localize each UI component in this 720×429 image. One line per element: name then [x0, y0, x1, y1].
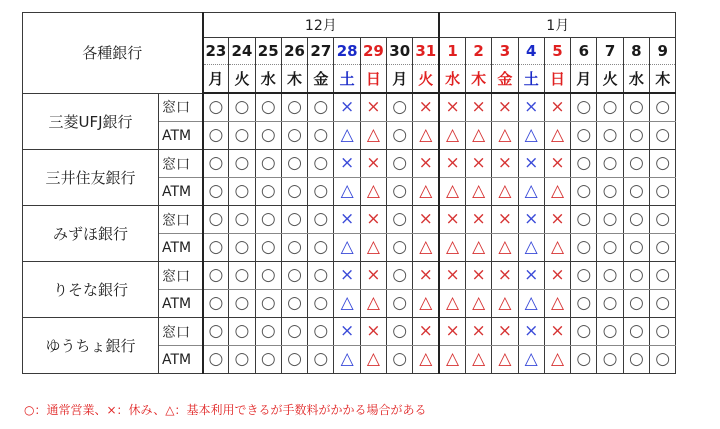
weekday-label: 木: [650, 65, 676, 94]
date-label: 28: [334, 38, 360, 65]
status-cell: △: [465, 122, 491, 150]
status-cell: ×: [492, 262, 518, 290]
status-cell: ○: [308, 93, 334, 122]
status-cell: △: [544, 234, 570, 262]
status-cell: △: [360, 290, 386, 318]
status-cell: ○: [255, 290, 281, 318]
status-cell: ○: [229, 122, 255, 150]
status-cell: ×: [413, 318, 439, 346]
status-cell: ○: [571, 206, 597, 234]
status-cell: ○: [387, 206, 413, 234]
status-cell: ○: [571, 93, 597, 122]
bank-service-row: [23, 93, 676, 122]
status-cell: ○: [597, 93, 623, 122]
weekday-label: 月: [203, 65, 229, 94]
status-cell: ○: [229, 346, 255, 374]
status-cell: ×: [334, 150, 360, 178]
status-cell: ○: [281, 178, 307, 206]
status-cell: ×: [465, 206, 491, 234]
status-cell: ○: [281, 93, 307, 122]
status-cell: ○: [650, 318, 676, 346]
service-label: ATM: [159, 290, 203, 318]
status-cell: ○: [597, 262, 623, 290]
status-cell: ○: [387, 178, 413, 206]
status-cell: ○: [308, 346, 334, 374]
status-cell: ○: [597, 346, 623, 374]
status-cell: ○: [203, 206, 229, 234]
status-cell: △: [465, 178, 491, 206]
date-label: 6: [571, 38, 597, 65]
weekday-label: 火: [413, 65, 439, 94]
status-cell: △: [518, 346, 544, 374]
weekday-label: 水: [255, 65, 281, 94]
service-label: ATM: [159, 122, 203, 150]
bank-name: ゆうちょ銀行: [23, 318, 159, 374]
status-cell: ○: [387, 93, 413, 122]
status-cell: ○: [650, 290, 676, 318]
status-cell: ×: [413, 262, 439, 290]
status-cell: ○: [229, 262, 255, 290]
status-cell: ×: [492, 150, 518, 178]
bank-service-row: [23, 206, 676, 234]
month-header-row: [23, 13, 676, 38]
weekday-label: 日: [360, 65, 386, 94]
status-cell: ○: [597, 150, 623, 178]
status-cell: ×: [334, 262, 360, 290]
status-cell: ×: [439, 262, 465, 290]
status-cell: ○: [203, 150, 229, 178]
weekday-label: 土: [518, 65, 544, 94]
status-cell: △: [518, 290, 544, 318]
date-label: 9: [650, 38, 676, 65]
status-cell: ○: [650, 150, 676, 178]
status-cell: ×: [465, 318, 491, 346]
status-cell: △: [544, 346, 570, 374]
status-cell: ○: [650, 178, 676, 206]
service-label: 窓口: [159, 318, 203, 346]
status-cell: ○: [203, 93, 229, 122]
bank-service-row: [23, 150, 676, 178]
weekday-label: 金: [308, 65, 334, 94]
status-cell: ○: [650, 234, 676, 262]
status-cell: ○: [571, 150, 597, 178]
status-cell: ○: [571, 290, 597, 318]
status-cell: ○: [281, 234, 307, 262]
service-label: 窓口: [159, 206, 203, 234]
status-cell: ○: [650, 206, 676, 234]
status-cell: ×: [518, 206, 544, 234]
weekday-label: 火: [597, 65, 623, 94]
status-cell: ○: [255, 93, 281, 122]
status-cell: △: [334, 178, 360, 206]
status-cell: ○: [387, 262, 413, 290]
status-cell: ×: [492, 318, 518, 346]
status-cell: △: [334, 122, 360, 150]
status-cell: ×: [518, 318, 544, 346]
status-cell: △: [413, 290, 439, 318]
status-cell: ×: [334, 206, 360, 234]
status-cell: △: [360, 122, 386, 150]
bank-name: みずほ銀行: [23, 206, 159, 262]
service-label: ATM: [159, 346, 203, 374]
service-label: 窓口: [159, 93, 203, 122]
status-cell: ○: [255, 262, 281, 290]
status-cell: ○: [623, 234, 649, 262]
status-cell: ×: [544, 318, 570, 346]
status-cell: ○: [650, 346, 676, 374]
status-cell: ×: [360, 262, 386, 290]
status-cell: ×: [413, 93, 439, 122]
status-cell: ×: [544, 150, 570, 178]
status-cell: △: [492, 122, 518, 150]
status-cell: ×: [334, 93, 360, 122]
date-label: 26: [281, 38, 307, 65]
status-cell: ○: [308, 290, 334, 318]
date-label: 1: [439, 38, 465, 65]
status-cell: ○: [597, 206, 623, 234]
status-cell: ○: [281, 318, 307, 346]
status-cell: ○: [571, 178, 597, 206]
status-cell: △: [413, 346, 439, 374]
status-cell: ×: [518, 93, 544, 122]
status-cell: ○: [623, 206, 649, 234]
status-cell: ○: [203, 122, 229, 150]
status-cell: △: [544, 122, 570, 150]
status-cell: △: [492, 290, 518, 318]
weekday-label: 水: [439, 65, 465, 94]
status-cell: △: [413, 234, 439, 262]
status-cell: ○: [203, 234, 229, 262]
status-cell: ○: [650, 262, 676, 290]
date-label: 30: [387, 38, 413, 65]
status-cell: ○: [308, 234, 334, 262]
status-cell: ×: [465, 93, 491, 122]
date-label: 29: [360, 38, 386, 65]
status-cell: ×: [544, 93, 570, 122]
date-label: 24: [229, 38, 255, 65]
service-label: 窓口: [159, 262, 203, 290]
status-cell: △: [518, 178, 544, 206]
status-cell: △: [413, 122, 439, 150]
status-cell: ○: [281, 206, 307, 234]
status-cell: ○: [623, 290, 649, 318]
status-cell: ×: [413, 150, 439, 178]
status-cell: ○: [229, 234, 255, 262]
status-cell: △: [465, 346, 491, 374]
date-label: 2: [465, 38, 491, 65]
status-cell: △: [492, 178, 518, 206]
date-label: 4: [518, 38, 544, 65]
status-cell: △: [544, 290, 570, 318]
legend-note: ○：通常営業、×：休み、△：基本利用できるが手数料がかかる場合がある: [24, 403, 427, 417]
status-cell: ○: [255, 346, 281, 374]
weekday-label: 金: [492, 65, 518, 94]
status-cell: ○: [623, 318, 649, 346]
status-cell: ○: [597, 290, 623, 318]
status-cell: ×: [360, 318, 386, 346]
status-cell: ○: [650, 122, 676, 150]
status-cell: ○: [203, 178, 229, 206]
status-cell: △: [465, 290, 491, 318]
weekday-label: 木: [281, 65, 307, 94]
status-cell: ○: [229, 318, 255, 346]
status-cell: ○: [387, 150, 413, 178]
status-cell: △: [492, 346, 518, 374]
status-cell: ○: [571, 234, 597, 262]
bank-service-row: [23, 262, 676, 290]
status-cell: ○: [281, 346, 307, 374]
status-cell: △: [360, 346, 386, 374]
status-cell: ○: [308, 178, 334, 206]
status-cell: ○: [623, 150, 649, 178]
status-cell: ○: [387, 290, 413, 318]
status-cell: ○: [281, 262, 307, 290]
status-cell: ○: [255, 150, 281, 178]
status-cell: ×: [544, 262, 570, 290]
status-cell: ×: [544, 206, 570, 234]
status-cell: △: [334, 234, 360, 262]
status-cell: △: [334, 346, 360, 374]
status-cell: ○: [255, 122, 281, 150]
status-cell: ×: [360, 150, 386, 178]
status-cell: ×: [413, 206, 439, 234]
status-cell: ○: [281, 290, 307, 318]
status-cell: △: [439, 122, 465, 150]
status-cell: ○: [229, 290, 255, 318]
date-label: 5: [544, 38, 570, 65]
status-cell: ○: [229, 93, 255, 122]
month-label: 12月: [203, 13, 440, 38]
status-cell: ○: [597, 318, 623, 346]
bank-name: りそな銀行: [23, 262, 159, 318]
status-cell: ×: [439, 93, 465, 122]
status-cell: ○: [623, 122, 649, 150]
status-cell: ○: [571, 346, 597, 374]
weekday-label: 土: [334, 65, 360, 94]
status-cell: ○: [255, 206, 281, 234]
status-cell: ×: [360, 206, 386, 234]
status-cell: ○: [229, 150, 255, 178]
status-cell: △: [360, 234, 386, 262]
status-cell: ○: [597, 178, 623, 206]
status-cell: ○: [571, 318, 597, 346]
date-label: 31: [413, 38, 439, 65]
status-cell: ○: [308, 206, 334, 234]
status-cell: ×: [465, 262, 491, 290]
status-cell: △: [518, 234, 544, 262]
status-cell: ×: [518, 262, 544, 290]
status-cell: ○: [571, 262, 597, 290]
status-cell: ×: [439, 318, 465, 346]
status-cell: ○: [203, 262, 229, 290]
status-cell: ○: [255, 318, 281, 346]
weekday-label: 日: [544, 65, 570, 94]
status-cell: ○: [623, 93, 649, 122]
weekday-label: 月: [571, 65, 597, 94]
date-label: 25: [255, 38, 281, 65]
status-cell: ○: [387, 346, 413, 374]
date-label: 27: [308, 38, 334, 65]
status-cell: ○: [308, 150, 334, 178]
status-cell: ○: [229, 178, 255, 206]
date-label: 7: [597, 38, 623, 65]
status-cell: ○: [255, 178, 281, 206]
status-cell: △: [439, 346, 465, 374]
month-label: 1月: [439, 13, 676, 38]
status-cell: △: [518, 122, 544, 150]
service-label: ATM: [159, 234, 203, 262]
weekday-label: 月: [387, 65, 413, 94]
date-label: 3: [492, 38, 518, 65]
weekday-label: 木: [465, 65, 491, 94]
status-cell: ○: [308, 262, 334, 290]
status-cell: ×: [334, 318, 360, 346]
status-cell: △: [465, 234, 491, 262]
date-label: 8: [623, 38, 649, 65]
date-label: 23: [203, 38, 229, 65]
status-cell: △: [360, 178, 386, 206]
status-cell: ×: [439, 206, 465, 234]
status-cell: ○: [571, 122, 597, 150]
status-cell: ○: [203, 318, 229, 346]
status-cell: ○: [387, 122, 413, 150]
service-label: ATM: [159, 178, 203, 206]
service-label: 窓口: [159, 150, 203, 178]
status-cell: △: [439, 234, 465, 262]
status-cell: △: [544, 178, 570, 206]
status-cell: △: [439, 290, 465, 318]
status-cell: ○: [623, 178, 649, 206]
bank-name: 三菱UFJ銀行: [23, 93, 159, 150]
status-cell: ○: [308, 122, 334, 150]
status-cell: ×: [465, 150, 491, 178]
weekday-label: 火: [229, 65, 255, 94]
status-cell: ○: [650, 93, 676, 122]
status-cell: ○: [387, 318, 413, 346]
status-cell: ○: [597, 122, 623, 150]
corner-label: 各種銀行: [23, 13, 203, 94]
status-cell: ×: [492, 206, 518, 234]
status-cell: ×: [492, 93, 518, 122]
bank-holiday-schedule-table: [22, 12, 676, 374]
status-cell: ○: [597, 234, 623, 262]
status-cell: ○: [308, 318, 334, 346]
status-cell: △: [492, 234, 518, 262]
status-cell: ×: [439, 150, 465, 178]
status-cell: ○: [387, 234, 413, 262]
status-cell: ○: [255, 234, 281, 262]
status-cell: ○: [623, 262, 649, 290]
status-cell: ○: [229, 206, 255, 234]
status-cell: ○: [203, 346, 229, 374]
status-cell: △: [334, 290, 360, 318]
status-cell: ×: [360, 93, 386, 122]
status-cell: ○: [281, 122, 307, 150]
status-cell: △: [413, 178, 439, 206]
bank-name: 三井住友銀行: [23, 150, 159, 206]
status-cell: △: [439, 178, 465, 206]
status-cell: ○: [203, 290, 229, 318]
bank-service-row: [23, 318, 676, 346]
status-cell: ×: [518, 150, 544, 178]
status-cell: ○: [281, 150, 307, 178]
weekday-label: 水: [623, 65, 649, 94]
status-cell: ○: [623, 346, 649, 374]
